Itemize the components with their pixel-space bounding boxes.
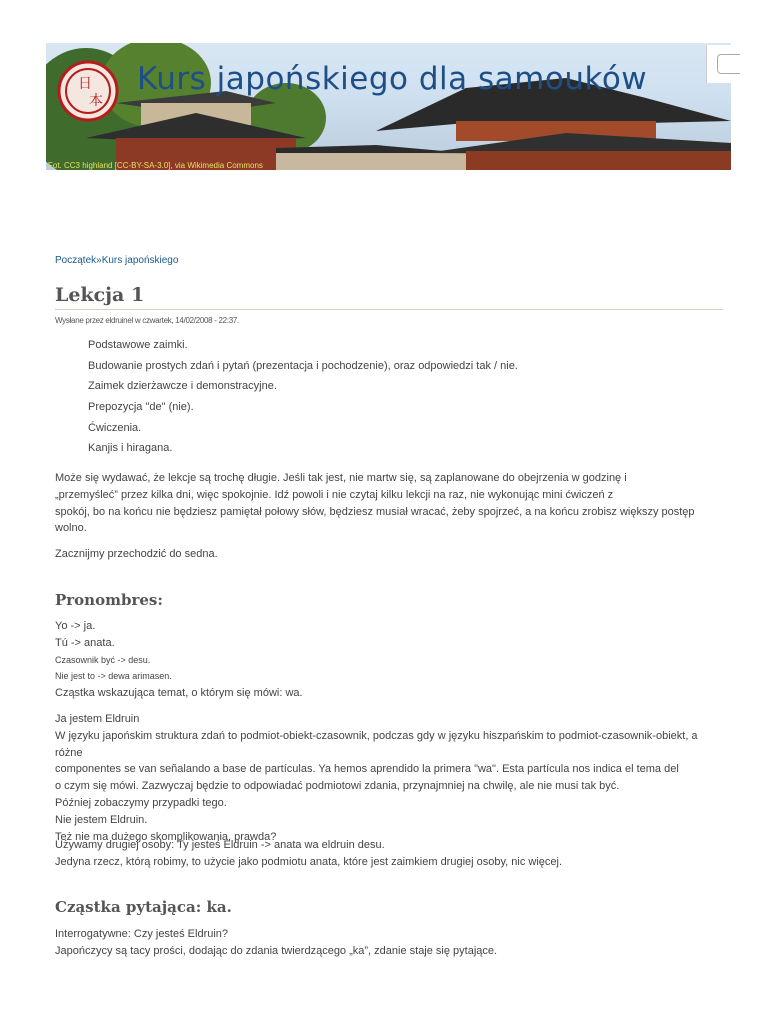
submitted-info: Wysłane przez eldruinel w czwartek, 14/02/2008 - 22:37. bbox=[55, 316, 239, 325]
topic-list bbox=[88, 339, 518, 463]
example-line: Też nie ma dużego skomplikowania, prawda? bbox=[55, 830, 277, 843]
photo-credit: Fot. CC3 highland [CC-BY-SA-3.0], via Wikimedia Commons bbox=[48, 161, 263, 170]
example-line: componentes se van señalando a base de partículas. Ya hemos aprendido la primera "wa". Esta partícula nos indica el tema del bbox=[55, 763, 679, 776]
intro-paragraph bbox=[55, 470, 725, 537]
start-paragraph: Zacznijmy przechodzić do sedna. bbox=[55, 548, 218, 560]
search-box bbox=[706, 45, 733, 83]
header-banner bbox=[46, 43, 731, 170]
topic-item: Zaimek dzierżawcze i demonstracyjne. bbox=[88, 380, 277, 393]
search-input[interactable] bbox=[717, 54, 740, 74]
topic-item: Budowanie prostych zdań i pytań (prezentacja i pochodzenie), oraz odpowiedzi tak / nie. bbox=[88, 359, 518, 372]
topic-item: Prepozycja "de" (nie). bbox=[88, 401, 194, 414]
page-title: Lekcja 1 bbox=[55, 284, 723, 310]
breadcrumb-separator: » bbox=[96, 255, 102, 266]
example-line: Nie jestem Eldruin. bbox=[55, 813, 148, 826]
breadcrumb bbox=[55, 255, 178, 266]
question-heading: Cząstka pytająca: ka. bbox=[55, 898, 232, 916]
example-line: Używamy drugiej osoby: Ty jesteś Eldruin -> anata wa eldruin desu. bbox=[55, 839, 385, 851]
example1-block bbox=[55, 711, 725, 845]
intro-line: Może się wydawać, że lekcje są trochę długie. Jeśli tak jest, nie martw się, są zaplanowane do obejrzenia w godzinę i bbox=[55, 472, 627, 484]
intro-line: „przemyśleć” przez kilka dni, więc spokojnie. Idź powoli i nie czytaj kilku lekcji na raz, nie wykonując mini ćwiczeń z bbox=[55, 488, 614, 501]
example-line: W języku japońskim struktura zdań to podmiot-obiekt-czasownik, podczas gdy w języku hiszpańskim to podmiot-czasownik-obiekt, a różne bbox=[55, 729, 698, 759]
pronouns-heading: Pronombres: bbox=[55, 591, 163, 609]
site-title[interactable]: Kurs japońskiego dla samouków bbox=[137, 61, 648, 97]
breadcrumb-home-link[interactable]: Początek bbox=[55, 255, 97, 266]
intro-line: spokój, bo na końcu nie będziesz pamiętał połowy słów, będziesz musiał wracać, żeby spojrzeć, a na końcu zrobisz większy postęp bbox=[55, 505, 695, 518]
example-line: Jedyna rzecz, którą robimy, to użycie jako podmiotu anata, które jest zaimkiem drugiej osoby, nic więcej. bbox=[55, 855, 563, 868]
pronoun-line: Czasownik być -> desu. bbox=[55, 654, 151, 665]
question-line: Japończycy są tacy prości, dodając do zdania twierdzącego „ka”, zdanie staje się pytające. bbox=[55, 944, 498, 957]
intro-line: wolno. bbox=[55, 522, 87, 535]
pronouns-block bbox=[55, 618, 725, 702]
question-block bbox=[55, 926, 725, 960]
topic-item: Ćwiczenia. bbox=[88, 421, 142, 434]
question-line: Interrogatywne: Czy jesteś Eldruin? bbox=[55, 928, 229, 940]
pronoun-line: Cząstka wskazująca temat, o którym się mówi: wa. bbox=[55, 687, 303, 700]
topic-item: Podstawowe zaimki. bbox=[88, 339, 188, 351]
breadcrumb-section-link[interactable]: Kurs japońskiego bbox=[101, 255, 179, 266]
svg-text:日: 日 bbox=[78, 76, 92, 92]
pronoun-line: Tú -> anata. bbox=[55, 636, 115, 649]
example-line: Ja jestem Eldruin bbox=[55, 713, 140, 725]
topic-item: Kanjis i hiragana. bbox=[88, 442, 173, 455]
pronoun-line: Nie jest to -> dewa arimasen. bbox=[55, 671, 172, 682]
pronoun-line: Yo -> ja. bbox=[55, 620, 96, 632]
example-line: o czym się mówi. Zazwyczaj będzie to odpowiadać podmiotowi zdania, przynajmniej na chwilę, ale nie musi tak być. bbox=[55, 780, 620, 793]
svg-text:本: 本 bbox=[89, 93, 103, 109]
example2-block bbox=[55, 837, 725, 871]
example-line: Później zobaczymy przypadki tego. bbox=[55, 796, 227, 809]
